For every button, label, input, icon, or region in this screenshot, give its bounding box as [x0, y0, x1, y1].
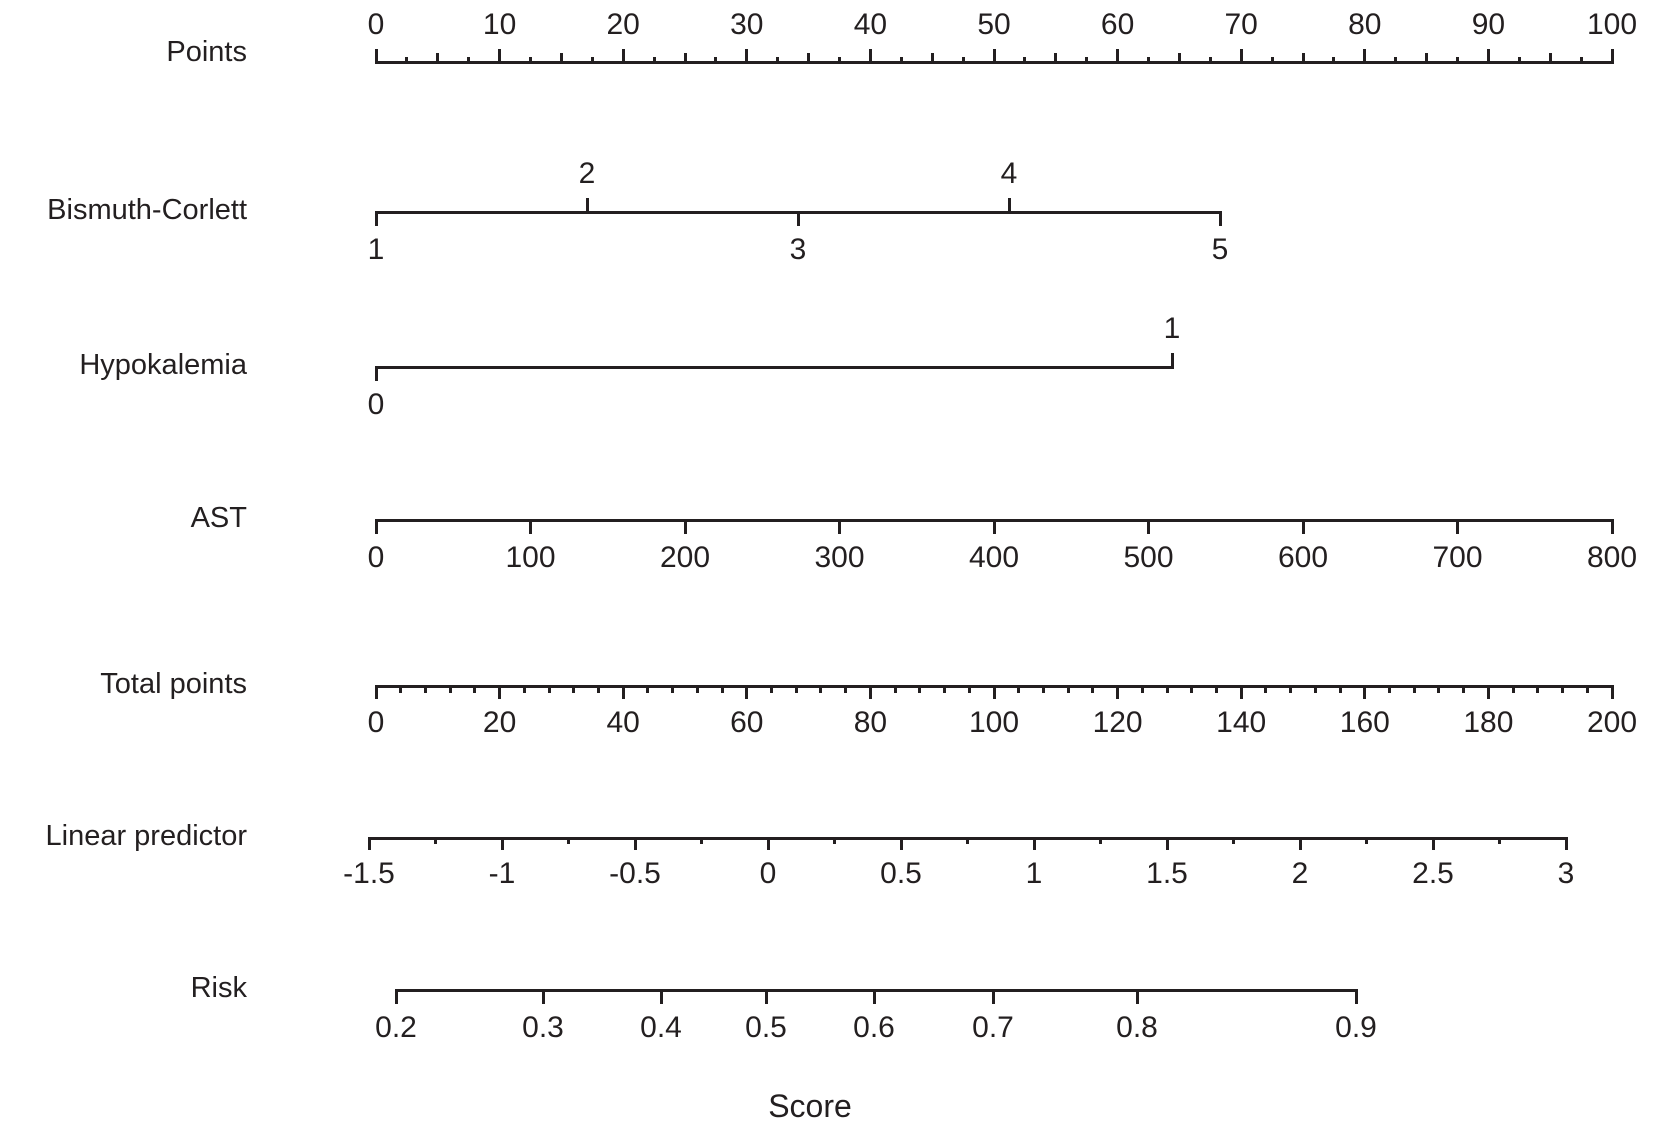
tick-label: 10: [482, 8, 517, 41]
tick-label: 0: [759, 857, 777, 890]
axis-tick: [542, 990, 545, 1004]
row-label-hypokalemia: Hypokalemia: [79, 349, 247, 381]
tick-label: 0.2: [375, 1011, 417, 1044]
tick-label: 70: [1224, 8, 1258, 41]
tick-label: 140: [1216, 706, 1267, 739]
tick-label: 600: [1277, 541, 1329, 574]
axis-tick: [873, 990, 876, 1004]
tick-label: 20: [606, 8, 640, 41]
tick-label: 200: [1586, 706, 1638, 739]
tick-label: 40: [853, 8, 888, 41]
axis-tick: [660, 990, 663, 1004]
tick-label: 0.5: [745, 1011, 787, 1044]
tick-label: 100: [1586, 8, 1638, 41]
tick-label: 1: [1025, 857, 1043, 890]
tick-label: 80: [853, 706, 888, 739]
tick-label: 0: [367, 541, 385, 574]
tick-label: 0: [367, 388, 385, 421]
tick-label: 100: [505, 541, 556, 574]
tick-label: 1: [367, 233, 385, 266]
tick-label: 2.5: [1412, 857, 1454, 890]
tick-label: 180: [1463, 706, 1514, 739]
axis-tick: [992, 990, 995, 1004]
tick-label: 2: [578, 157, 596, 190]
row-label-linear-predictor: Linear predictor: [45, 820, 247, 852]
tick-label: 90: [1471, 8, 1506, 41]
axis-line: [395, 989, 1358, 992]
row-label-total-points: Total points: [100, 668, 247, 700]
tick-label: 60: [1100, 8, 1135, 41]
score-axis-title: Score: [768, 1088, 852, 1124]
row-label-risk: Risk: [190, 972, 247, 1004]
tick-label: 200: [659, 541, 711, 574]
tick-label: 0.9: [1335, 1011, 1377, 1044]
tick-label: 800: [1586, 541, 1638, 574]
tick-label: 160: [1339, 706, 1390, 739]
row-label-ast: AST: [190, 502, 247, 534]
tick-label: 0.8: [1116, 1011, 1158, 1044]
tick-label: 0: [367, 706, 385, 739]
tick-label: 80: [1348, 8, 1382, 41]
tick-label: -1: [488, 857, 516, 890]
tick-label: 500: [1123, 541, 1174, 574]
tick-label: 0: [367, 8, 385, 41]
tick-label: -1.5: [343, 857, 395, 890]
axis-tick: [765, 990, 768, 1004]
tick-label: 40: [606, 706, 640, 739]
tick-label: 60: [730, 706, 764, 739]
tick-label: 20: [482, 706, 517, 739]
tick-label: 120: [1092, 706, 1143, 739]
tick-label: 300: [814, 541, 865, 574]
row-label-points: Points: [166, 36, 247, 68]
tick-label: 3: [789, 233, 807, 266]
tick-label: 0.7: [972, 1011, 1014, 1044]
tick-label: 30: [730, 8, 764, 41]
tick-label: 3: [1557, 857, 1575, 890]
tick-label: -0.5: [609, 857, 661, 890]
tick-label: 50: [977, 8, 1011, 41]
tick-label: 4: [1000, 157, 1018, 190]
tick-label: 400: [968, 541, 1020, 574]
axis-tick: [1355, 990, 1358, 1004]
tick-label: 5: [1211, 233, 1229, 266]
tick-label: 1: [1163, 312, 1181, 345]
tick-label: 100: [968, 706, 1020, 739]
row-label-bismuth-corlett: Bismuth-Corlett: [47, 194, 247, 226]
axis-tick: [395, 990, 398, 1004]
tick-label: 2: [1291, 857, 1309, 890]
tick-label: 0.6: [853, 1011, 895, 1044]
axis-tick: [1136, 990, 1139, 1004]
tick-label: 1.5: [1146, 857, 1188, 890]
tick-label: 0.5: [880, 857, 922, 890]
tick-label: 0.3: [522, 1011, 564, 1044]
tick-label: 0.4: [640, 1011, 682, 1044]
tick-label: 700: [1432, 541, 1483, 574]
